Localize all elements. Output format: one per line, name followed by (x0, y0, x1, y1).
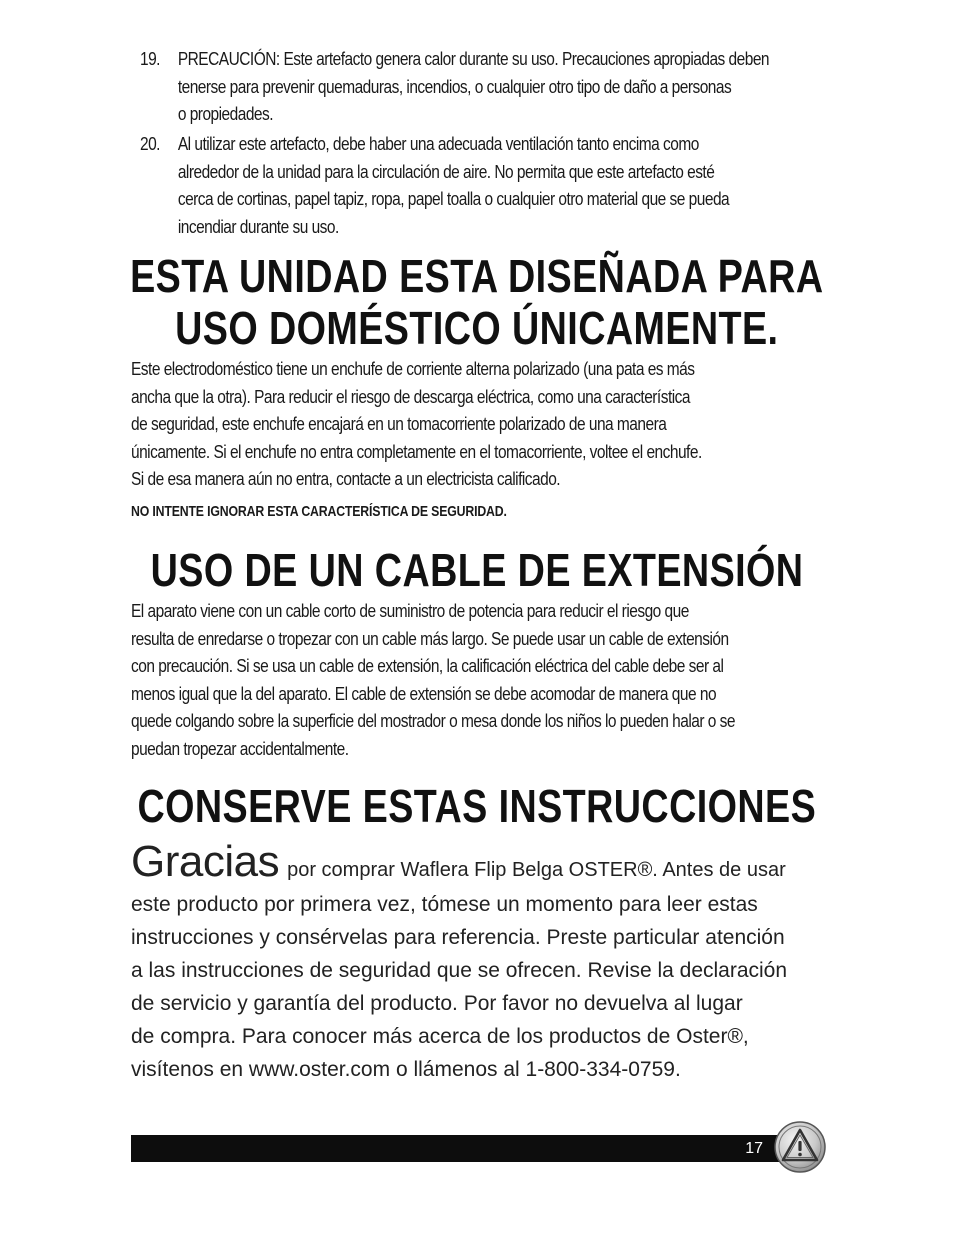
list-item-20 (140, 131, 828, 241)
list-line: cerca de cortinas, papel tapiz, ropa, papel toalla o cualquier otro material que se pueda (177, 189, 730, 209)
thank-you-word: Gracias (131, 837, 280, 886)
safety-warning: NO INTENTE IGNORAR ESTA CARACTERÍSTICA DE SEGURIDAD. (131, 503, 507, 520)
paragraph-line: a las instrucciones de seguridad que se ofrecen. Revise la declaración (131, 959, 788, 982)
warning-triangle-icon (773, 1120, 827, 1174)
list-line: incendiar durante su uso. (177, 216, 339, 237)
paragraph-line: puedan tropezar accidentalmente. (131, 738, 349, 759)
thank-you-paragraph (131, 838, 831, 1086)
list-item-19 (140, 46, 828, 129)
list-number: 19. (140, 49, 160, 69)
footer-bar (131, 1135, 787, 1162)
paragraph-line: Si de esa manera aún no entra, contacte a un electricista calificado. (131, 469, 561, 489)
paragraph-line: instrucciones y consérvelas para referencia. Preste particular atención (131, 926, 785, 949)
heading-line: ESTA UNIDAD ESTA DISEÑADA PARA (130, 250, 824, 302)
paragraph-line: resulta de enredarse o tropezar con un cable más largo. Se puede usar un cable de extensión (131, 628, 729, 649)
paragraph-line: visítenos en www.oster.com o llámenos al 1-800-334-0759. (131, 1058, 681, 1081)
paragraph-line: Este electrodoméstico tiene un enchufe de corriente alterna polarizado (una pata es más (131, 359, 695, 379)
paragraph-line: de servicio y garantía del producto. Por favor no devuelva al lugar (131, 992, 743, 1015)
paragraph-line: con precaución. Si se usa un cable de extensión, la calificación eléctrica del cable debe ser al (131, 656, 724, 676)
thank-you-first-line (131, 838, 831, 888)
household-use-heading (0, 250, 954, 354)
paragraph-line: únicamente. Si el enchufe no entra completamente en el tomacorriente, voltee el enchufe. (131, 441, 702, 462)
list-text (178, 46, 828, 129)
polarized-plug-paragraph (131, 356, 845, 494)
list-line: tenerse para prevenir quemaduras, incendios, o cualquier otro tipo de daño a personas (177, 76, 732, 97)
list-text (178, 131, 828, 241)
heading-text: CONSERVE ESTAS INSTRUCCIONES (137, 780, 817, 832)
paragraph-line: de seguridad, este enchufe encajará en un tomacorriente polarizado de una manera (131, 414, 667, 434)
thank-you-first-line-text: por comprar Waflera Flip Belga OSTER®. Antes de usar (287, 859, 786, 881)
paragraph-line: de compra. Para conocer más acerca de los productos de Oster®, (131, 1025, 749, 1048)
paragraph-line: este producto por primera vez, tómese un momento para leer estas (131, 893, 758, 916)
extension-cord-paragraph (131, 598, 845, 763)
paragraph-line: menos igual que la del aparato. El cable de extensión se debe acomodar de manera que no (131, 683, 717, 704)
paragraph-line: El aparato viene con un cable corto de suministro de potencia para reducir el riesgo que (131, 601, 689, 621)
heading-text: USO DE UN CABLE DE EXTENSIÓN (150, 544, 804, 596)
list-line: PRECAUCIÓN: Este artefacto genera calor durante su uso. Precauciones apropiadas deben (177, 49, 770, 69)
paragraph-line: ancha que la otra). Para reducir el riesgo de descarga eléctrica, como una característica (131, 386, 690, 407)
list-line: Al utilizar este artefacto, debe haber una adecuada ventilación tanto encima como (177, 134, 699, 154)
heading-line: USO DOMÉSTICO ÚNICAMENTE. (175, 302, 779, 354)
paragraph-line: quede colgando sobre la superficie del mostrador o mesa donde los niños lo pueden halar o se (131, 711, 735, 731)
save-instructions-heading (0, 780, 954, 832)
page-number: 17 (745, 1140, 763, 1157)
list-number: 20. (140, 134, 160, 154)
list-line: o propiedades. (177, 104, 274, 124)
extension-cord-heading (0, 544, 954, 596)
list-line: alrededor de la unidad para la circulación de aire. No permita que este artefacto esté (177, 161, 715, 182)
